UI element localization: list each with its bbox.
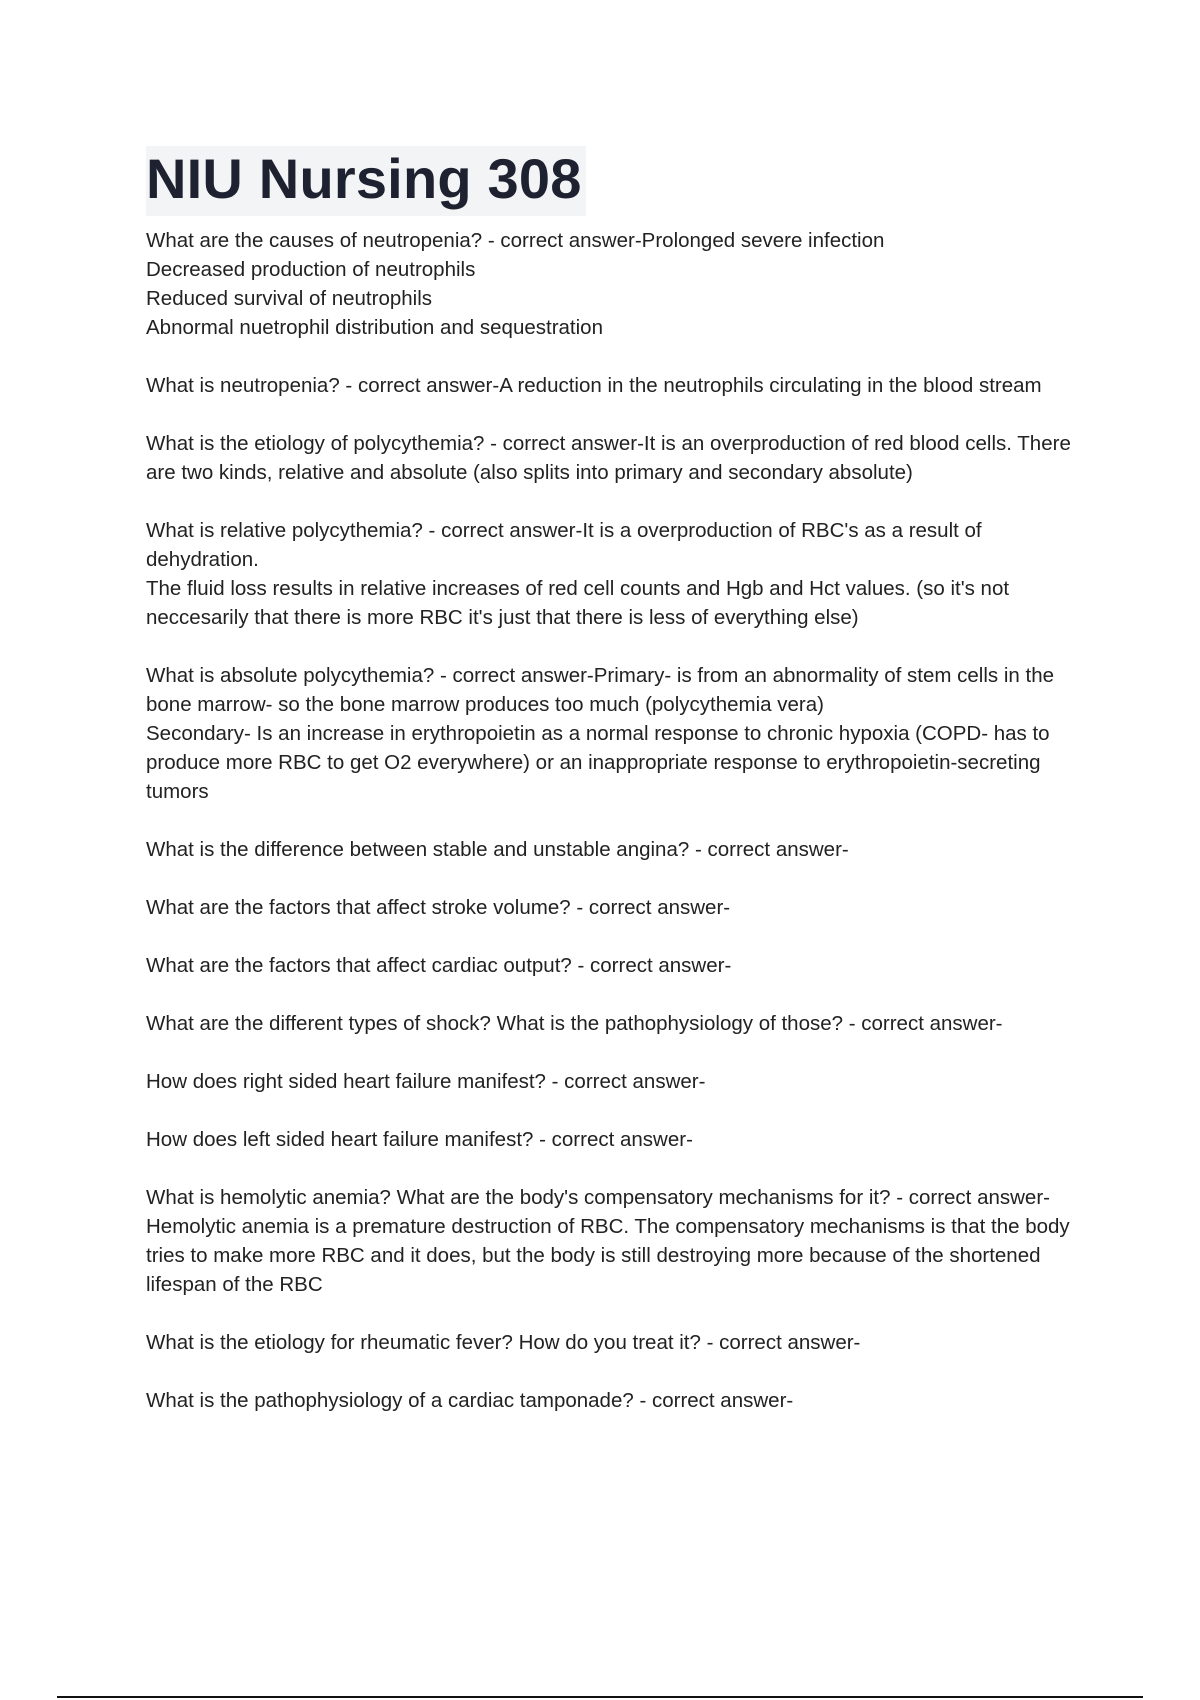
qa-line: The fluid loss results in relative increases of red cell counts and Hgb and Hct values. (so it's not neccesarily that there is more RBC it's just that there is less of everything else) bbox=[146, 577, 1010, 629]
qa-item bbox=[146, 1328, 1076, 1357]
qa-line: What is absolute polycythemia? - correct answer-Primary- is from an abnormality of stem cells in the bone marrow- so the bone marrow produces too much (polycythemia vera) bbox=[146, 664, 1055, 716]
footer-divider bbox=[57, 1696, 1143, 1698]
qa-line: What is the difference between stable and unstable angina? - correct answer- bbox=[146, 838, 849, 861]
qa-line: Secondary- Is an increase in erythropoietin as a normal response to chronic hypoxia (COPD- has to produce more RBC to get O2 everywhere) or an inappropriate response to erythropoietin-secreting tumors bbox=[146, 722, 1050, 803]
qa-item bbox=[146, 951, 1076, 980]
qa-line: Reduced survival of neutrophils bbox=[146, 287, 433, 310]
qa-item bbox=[146, 661, 1076, 806]
qa-line: What are the causes of neutropenia? - correct answer-Prolonged severe infection bbox=[146, 229, 885, 252]
page-title: NIU Nursing 308 bbox=[146, 146, 586, 216]
qa-item bbox=[146, 516, 1076, 632]
qa-item bbox=[146, 1386, 1076, 1415]
qa-item bbox=[146, 835, 1076, 864]
qa-line: What is the etiology for rheumatic fever? How do you treat it? - correct answer- bbox=[146, 1331, 861, 1354]
qa-item bbox=[146, 1183, 1076, 1299]
qa-item bbox=[146, 1067, 1076, 1096]
qa-line: What are the different types of shock? What is the pathophysiology of those? - correct answer- bbox=[146, 1012, 1003, 1035]
qa-item bbox=[146, 226, 1076, 342]
qa-line: Abnormal nuetrophil distribution and sequestration bbox=[146, 316, 603, 339]
qa-line: Decreased production of neutrophils bbox=[146, 258, 476, 281]
qa-line: What is neutropenia? - correct answer-A reduction in the neutrophils circulating in the blood stream bbox=[146, 374, 1042, 397]
qa-item bbox=[146, 1125, 1076, 1154]
qa-line: How does right sided heart failure manifest? - correct answer- bbox=[146, 1070, 706, 1093]
qa-line: What is the etiology of polycythemia? - correct answer-It is an overproduction of red blood cells. There are two kinds, relative and absolute (also splits into primary and secondary absolute) bbox=[146, 432, 1071, 484]
qa-line: What is the pathophysiology of a cardiac tamponade? - correct answer- bbox=[146, 1389, 794, 1412]
qa-item bbox=[146, 1009, 1076, 1038]
qa-line: How does left sided heart failure manifest? - correct answer- bbox=[146, 1128, 693, 1151]
qa-line: What is relative polycythemia? - correct answer-It is a overproduction of RBC's as a result of dehydration. bbox=[146, 519, 982, 571]
qa-item bbox=[146, 371, 1076, 400]
qa-item bbox=[146, 429, 1076, 487]
qa-line: What are the factors that affect stroke volume? - correct answer- bbox=[146, 896, 731, 919]
qa-line: What are the factors that affect cardiac output? - correct answer- bbox=[146, 954, 732, 977]
qa-line: What is hemolytic anemia? What are the body's compensatory mechanisms for it? - correct answer-Hemolytic anemia is a premature destruction of RBC. The compensatory mechanisms is that the body tries to make more RBC and it does, but the body is still destroying more because of the shortened lifespan of the RBC bbox=[146, 1186, 1070, 1296]
qa-item bbox=[146, 893, 1076, 922]
document-page bbox=[146, 146, 1076, 1444]
